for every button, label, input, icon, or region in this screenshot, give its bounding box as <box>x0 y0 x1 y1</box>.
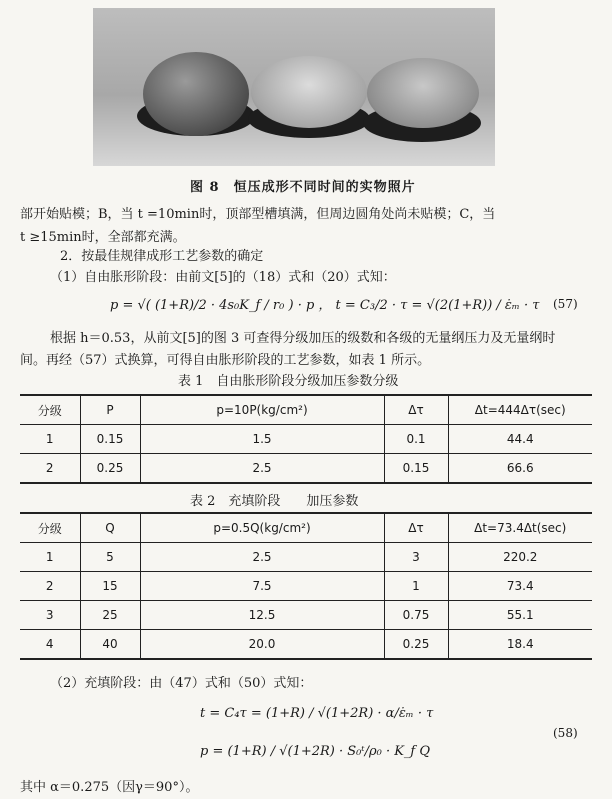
table-header-row <box>20 395 592 425</box>
table-cell: 12.5 <box>140 601 384 630</box>
table-cell: 55.1 <box>448 601 592 630</box>
footer-text: 其中 α＝0.275（因γ＝90°）。 <box>20 780 199 795</box>
figure-caption: 图 8 恒压成形不同时间的实物照片 <box>190 180 416 195</box>
table-row <box>20 572 592 601</box>
table-row <box>20 543 592 572</box>
table-row <box>20 454 592 484</box>
equation-58-line1: t = C₄τ = (1+R) / √(1+2R) · α/ε̇ₘ · τ <box>200 706 434 721</box>
table-cell: 1 <box>45 432 54 446</box>
equation-58-line2: p = (1+R) / √(1+2R) · S₀ᵗ/ρ₀ · K_f Q <box>200 744 431 759</box>
section-heading: 2．按最佳规律成形工艺参数的确定 <box>60 249 264 264</box>
table1 <box>20 394 592 484</box>
table-cell: 3 <box>45 608 54 622</box>
table-cell: 0.25 <box>80 454 140 484</box>
table-cell: 0.75 <box>384 601 448 630</box>
table-row <box>20 630 592 660</box>
table-cell: 0.15 <box>80 425 140 454</box>
table-header-cell: Δτ <box>384 513 448 543</box>
paragraph-line: t ≥15min时，全部都充满。 <box>20 230 186 245</box>
table-header-cell: p=10P(kg/cm²) <box>140 395 384 425</box>
figure-photo <box>93 8 495 166</box>
table-cell: 4 <box>45 637 54 651</box>
table-cell: 2 <box>45 579 54 593</box>
table-header-cell: Q <box>80 513 140 543</box>
paragraph-line: 间。再经（57）式换算，可得自由胀形阶段的工艺参数，如表 1 所示。 <box>20 353 431 368</box>
table-cell: 2 <box>45 461 54 475</box>
table-cell: 18.4 <box>448 630 592 660</box>
table-header-row <box>20 513 592 543</box>
table-header-cell: 分级 <box>37 403 62 418</box>
table1-caption: 表 1 自由胀形阶段分级加压参数分级 <box>178 374 399 389</box>
table-cell: 220.2 <box>448 543 592 572</box>
table-cell: 7.5 <box>140 572 384 601</box>
table-cell: 1.5 <box>140 425 384 454</box>
table-header-cell: Δt=73.4Δt(sec) <box>448 513 592 543</box>
paragraph-line: 根据 h＝0.53，从前文[5]的图 3 可查得分级加压的级数和各级的无量纲压力及无量纲时 <box>50 331 556 346</box>
table-cell: 0.1 <box>384 425 448 454</box>
table-cell: 3 <box>384 543 448 572</box>
table2 <box>20 512 592 660</box>
table-header-cell: 分级 <box>37 521 62 536</box>
subsection-heading: （1）自由胀形阶段：由前文[5]的（18）式和（20）式知： <box>50 270 396 285</box>
dome-part <box>143 52 249 136</box>
table-header-cell: p=0.5Q(kg/cm²) <box>140 513 384 543</box>
subsection-heading: （2）充填阶段：由（47）式和（50）式知： <box>50 676 313 691</box>
table-cell: 5 <box>80 543 140 572</box>
grooved-part <box>251 56 367 128</box>
table-cell: 20.0 <box>140 630 384 660</box>
table-header-cell: Δt=444Δτ(sec) <box>448 395 592 425</box>
equation-57: p = √( (1+R)/2 · 4s₀K_f / r₀ ) · p ， t = C₃/2 · τ = √(2(1+R)) / ε̇ₘ · τ <box>110 298 540 313</box>
table-cell: 2.5 <box>140 454 384 484</box>
table-cell: 1 <box>45 550 54 564</box>
table-cell: 44.4 <box>448 425 592 454</box>
table-cell: 2.5 <box>140 543 384 572</box>
table2-caption: 表 2 充填阶段 加压参数 <box>190 494 359 509</box>
paragraph-line: 部开始贴模；B，当 t =10min时，顶部型槽填满，但周边圆角处尚未贴模；C，当 <box>20 207 496 222</box>
table-cell: 1 <box>384 572 448 601</box>
equation-number: (57) <box>553 297 578 311</box>
table-header-cell: P <box>80 395 140 425</box>
table-row <box>20 601 592 630</box>
table-row <box>20 425 592 454</box>
table-cell: 40 <box>80 630 140 660</box>
equation-number: (58) <box>553 726 578 740</box>
table-cell: 0.25 <box>384 630 448 660</box>
table-cell: 66.6 <box>448 454 592 484</box>
table-cell: 73.4 <box>448 572 592 601</box>
filled-part <box>367 58 479 128</box>
table-cell: 0.15 <box>384 454 448 484</box>
table-cell: 25 <box>80 601 140 630</box>
table-header-cell: Δτ <box>384 395 448 425</box>
table-cell: 15 <box>80 572 140 601</box>
